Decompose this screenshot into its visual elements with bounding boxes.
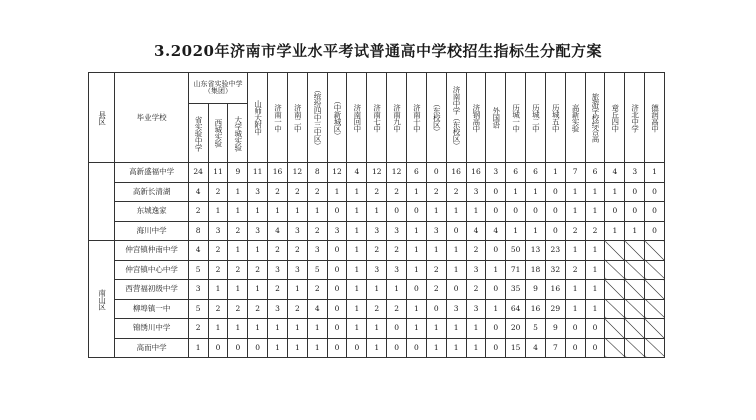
value-cell: 1 [585,299,605,319]
value-cell: 0 [347,338,367,358]
group-header: 山东省实验中学（集团） [188,73,248,104]
value-cell: 1 [208,280,228,300]
value-cell: 0 [645,182,665,202]
value-cell: 3 [367,221,387,241]
value-cell: 12 [367,163,387,183]
value-cell: 1 [248,241,268,261]
value-cell: 2 [387,299,407,319]
column-header: 济南七中 [367,73,387,163]
empty-hatched-cell [645,280,665,300]
value-cell: 0 [486,182,506,202]
region-cell [89,163,115,241]
value-cell: 1 [228,202,248,222]
column-header: 济北中学 [625,73,645,163]
value-cell: 4 [188,182,208,202]
school-name-cell: 海川中学 [115,221,188,241]
school-header: 毕业学校 [115,73,188,163]
value-cell: 1 [287,202,307,222]
value-cell: 1 [268,319,288,339]
value-cell: 1 [208,319,228,339]
value-cell: 3 [426,221,446,241]
value-cell: 16 [466,163,486,183]
value-cell: 5 [188,299,208,319]
column-header: （中新城区） [327,73,347,163]
value-cell: 1 [347,260,367,280]
value-cell: 1 [585,241,605,261]
value-cell: 2 [287,299,307,319]
column-header: 历城二中 [526,73,546,163]
value-cell: 0 [486,338,506,358]
value-cell: 11 [248,163,268,183]
value-cell: 0 [545,202,565,222]
value-cell: 0 [645,221,665,241]
value-cell: 0 [605,202,625,222]
value-cell: 4 [188,241,208,261]
value-cell: 1 [446,319,466,339]
value-cell: 0 [486,319,506,339]
value-cell: 2 [287,241,307,261]
value-cell: 1 [188,338,208,358]
value-cell: 6 [526,163,546,183]
region-cell: 南山区 [89,241,115,358]
value-cell: 1 [307,319,327,339]
value-cell: 0 [585,338,605,358]
value-cell: 2 [466,241,486,261]
value-cell: 1 [268,338,288,358]
column-header: 济南九中 [387,73,407,163]
value-cell: 1 [506,221,526,241]
table-row [89,260,665,280]
document-title: 3.2020年济南市学业水平考试普通高中学校招生指标生分配方案 [154,42,602,60]
value-cell: 1 [506,182,526,202]
value-cell: 50 [506,241,526,261]
value-cell: 3 [188,280,208,300]
table-row [89,319,665,339]
value-cell: 1 [426,338,446,358]
value-cell: 2 [585,221,605,241]
table-row [89,163,665,183]
value-cell: 1 [446,202,466,222]
value-cell: 16 [446,163,466,183]
value-cell: 2 [307,280,327,300]
value-cell: 2 [208,260,228,280]
value-cell: 3 [486,163,506,183]
value-cell: 0 [426,163,446,183]
value-cell: 8 [188,221,208,241]
value-cell: 4 [307,299,327,319]
empty-hatched-cell [645,241,665,261]
value-cell: 9 [526,280,546,300]
value-cell: 0 [446,221,466,241]
value-cell: 18 [526,260,546,280]
value-cell: 1 [426,202,446,222]
value-cell: 2 [208,182,228,202]
value-cell: 0 [248,338,268,358]
value-cell: 1 [228,319,248,339]
value-cell: 2 [208,241,228,261]
group-subheader: 大学城实验 [228,104,248,163]
value-cell: 0 [585,319,605,339]
column-header: 济南中学（东校区） [446,73,466,163]
value-cell: 2 [387,241,407,261]
value-cell: 1 [426,241,446,261]
value-cell: 35 [506,280,526,300]
value-cell: 3 [387,260,407,280]
value-cell: 1 [565,299,585,319]
group-subheader: 省实验中学 [188,104,208,163]
value-cell: 11 [208,163,228,183]
empty-hatched-cell [625,260,645,280]
value-cell: 3 [248,182,268,202]
value-cell: 29 [545,299,565,319]
empty-hatched-cell [605,299,625,319]
value-cell: 1 [387,280,407,300]
column-header: 章丘四中 [605,73,625,163]
value-cell: 3 [307,241,327,261]
value-cell: 1 [446,260,466,280]
value-cell: 1 [585,202,605,222]
value-cell: 0 [407,202,427,222]
value-cell: 3 [387,221,407,241]
empty-hatched-cell [625,319,645,339]
value-cell: 1 [367,319,387,339]
value-cell: 4 [466,221,486,241]
value-cell: 2 [268,280,288,300]
value-cell: 1 [446,338,466,358]
value-cell: 0 [327,280,347,300]
value-cell: 7 [565,163,585,183]
value-cell: 3 [287,260,307,280]
value-cell: 0 [446,280,466,300]
value-cell: 3 [268,299,288,319]
value-cell: 0 [327,319,347,339]
value-cell: 2 [228,260,248,280]
value-cell: 1 [367,202,387,222]
value-cell: 16 [268,163,288,183]
empty-hatched-cell [605,280,625,300]
column-header: 济南二中 [287,73,307,163]
value-cell: 2 [367,299,387,319]
value-cell: 2 [367,241,387,261]
table-row [89,182,665,202]
value-cell: 0 [506,202,526,222]
value-cell: 1 [407,260,427,280]
value-cell: 0 [228,338,248,358]
column-header: 旅游学校综合高 [585,73,605,163]
value-cell: 2 [268,182,288,202]
value-cell: 3 [367,260,387,280]
value-cell: 6 [506,163,526,183]
value-cell: 2 [426,182,446,202]
empty-hatched-cell [625,338,645,358]
value-cell: 2 [287,182,307,202]
school-name-cell: 锦绣川中学 [115,319,188,339]
value-cell: 1 [605,221,625,241]
value-cell: 0 [387,338,407,358]
value-cell: 1 [446,241,466,261]
column-header: 济南十中 [407,73,427,163]
value-cell: 1 [407,241,427,261]
value-cell: 1 [565,202,585,222]
value-cell: 5 [526,319,546,339]
value-cell: 12 [387,163,407,183]
school-name-cell: 高而中学 [115,338,188,358]
value-cell: 3 [208,221,228,241]
header-row [89,73,665,104]
value-cell: 1 [228,280,248,300]
value-cell: 9 [545,319,565,339]
value-cell: 1 [486,260,506,280]
value-cell: 0 [645,202,665,222]
value-cell: 1 [327,182,347,202]
value-cell: 0 [486,241,506,261]
value-cell: 2 [228,299,248,319]
quota-allocation-table [88,72,665,358]
value-cell: 0 [407,280,427,300]
empty-hatched-cell [625,299,645,319]
value-cell: 2 [446,182,466,202]
value-cell: 1 [585,260,605,280]
empty-hatched-cell [605,260,625,280]
value-cell: 3 [466,182,486,202]
value-cell: 0 [327,338,347,358]
table-row [89,338,665,358]
school-name-cell: 仲宫镇仲南中学 [115,241,188,261]
empty-hatched-cell [645,260,665,280]
value-cell: 0 [625,182,645,202]
column-header: 高新实验 [565,73,585,163]
value-cell: 1 [248,319,268,339]
value-cell: 4 [486,221,506,241]
value-cell: 0 [327,299,347,319]
value-cell: 1 [565,280,585,300]
value-cell: 2 [188,202,208,222]
value-cell: 0 [426,299,446,319]
value-cell: 1 [347,202,367,222]
value-cell: 1 [347,221,367,241]
empty-hatched-cell [605,241,625,261]
value-cell: 0 [387,202,407,222]
value-cell: 5 [307,260,327,280]
value-cell: 3 [248,221,268,241]
value-cell: 2 [387,182,407,202]
region-header: 县区 [89,73,115,163]
value-cell: 4 [268,221,288,241]
value-cell: 0 [565,338,585,358]
value-cell: 6 [585,163,605,183]
value-cell: 0 [565,319,585,339]
value-cell: 0 [327,202,347,222]
table-row [89,202,665,222]
value-cell: 1 [545,163,565,183]
value-cell: 1 [486,299,506,319]
value-cell: 2 [367,182,387,202]
value-cell: 3 [268,260,288,280]
school-name-cell: 柳埠镇一中 [115,299,188,319]
value-cell: 1 [585,182,605,202]
value-cell: 0 [625,202,645,222]
value-cell: 1 [526,182,546,202]
value-cell: 4 [526,338,546,358]
school-name-cell: 西营福初级中学 [115,280,188,300]
value-cell: 4 [605,163,625,183]
school-name-cell: 高新长清湖 [115,182,188,202]
value-cell: 1 [466,319,486,339]
value-cell: 1 [645,163,665,183]
value-cell: 3 [466,299,486,319]
value-cell: 1 [426,319,446,339]
value-cell: 0 [387,319,407,339]
table-row [89,241,665,261]
column-header: 济南一中 [268,73,288,163]
value-cell: 1 [347,182,367,202]
empty-hatched-cell [605,338,625,358]
value-cell: 1 [466,202,486,222]
value-cell: 1 [248,202,268,222]
value-cell: 23 [545,241,565,261]
column-header: （缤纷四中三中区） [307,73,327,163]
value-cell: 3 [287,221,307,241]
column-header: （东校区） [426,73,446,163]
table-row [89,299,665,319]
value-cell: 4 [347,163,367,183]
value-cell: 2 [426,280,446,300]
value-cell: 2 [248,299,268,319]
value-cell: 1 [407,319,427,339]
value-cell: 32 [545,260,565,280]
value-cell: 12 [287,163,307,183]
value-cell: 0 [327,260,347,280]
value-cell: 2 [208,299,228,319]
value-cell: 1 [466,338,486,358]
value-cell: 2 [565,221,585,241]
value-cell: 7 [545,338,565,358]
value-cell: 1 [268,202,288,222]
value-cell: 1 [347,299,367,319]
column-header: 历城五中 [545,73,565,163]
value-cell: 1 [367,280,387,300]
value-cell: 0 [486,280,506,300]
value-cell: 1 [565,182,585,202]
value-cell: 0 [327,241,347,261]
column-header: 历城一中 [506,73,526,163]
value-cell: 1 [228,241,248,261]
value-cell: 3 [466,260,486,280]
group-subheader: 西城实验 [208,104,228,163]
value-cell: 0 [208,338,228,358]
value-cell: 2 [565,260,585,280]
value-cell: 8 [307,163,327,183]
school-name-cell: 东城逸家 [115,202,188,222]
value-cell: 1 [585,280,605,300]
value-cell: 12 [327,163,347,183]
empty-hatched-cell [605,319,625,339]
value-cell: 16 [526,299,546,319]
value-cell: 0 [545,221,565,241]
value-cell: 1 [208,202,228,222]
column-header: 山师大附中 [248,73,268,163]
empty-hatched-cell [645,319,665,339]
value-cell: 1 [248,280,268,300]
value-cell: 1 [307,202,327,222]
empty-hatched-cell [625,241,645,261]
value-cell: 24 [188,163,208,183]
value-cell: 1 [407,221,427,241]
value-cell: 1 [565,241,585,261]
table-row [89,221,665,241]
value-cell: 3 [446,299,466,319]
value-cell: 1 [347,319,367,339]
value-cell: 1 [605,182,625,202]
value-cell: 2 [466,280,486,300]
value-cell: 2 [248,260,268,280]
column-header: 德润高中 [645,73,665,163]
value-cell: 2 [307,182,327,202]
value-cell: 13 [526,241,546,261]
column-header: 外国语 [486,73,506,163]
value-cell: 2 [426,260,446,280]
value-cell: 1 [287,338,307,358]
value-cell: 1 [625,221,645,241]
value-cell: 1 [407,299,427,319]
value-cell: 9 [228,163,248,183]
empty-hatched-cell [645,299,665,319]
school-name-cell: 仲宫镇中心中学 [115,260,188,280]
column-header: 济南回中 [347,73,367,163]
value-cell: 71 [506,260,526,280]
value-cell: 3 [327,221,347,241]
value-cell: 15 [506,338,526,358]
value-cell: 2 [268,241,288,261]
value-cell: 0 [545,182,565,202]
value-cell: 3 [625,163,645,183]
value-cell: 1 [228,182,248,202]
value-cell: 1 [307,338,327,358]
value-cell: 0 [526,202,546,222]
value-cell: 64 [506,299,526,319]
value-cell: 2 [307,221,327,241]
value-cell: 5 [188,260,208,280]
value-cell: 6 [407,163,427,183]
value-cell: 1 [407,182,427,202]
value-cell: 1 [347,241,367,261]
value-cell: 0 [486,202,506,222]
value-cell: 2 [188,319,208,339]
column-header: 济钢高中 [466,73,486,163]
value-cell: 1 [526,221,546,241]
value-cell: 2 [228,221,248,241]
value-cell: 20 [506,319,526,339]
table-row [89,280,665,300]
school-name-cell: 高新盛福中学 [115,163,188,183]
value-cell: 16 [545,280,565,300]
empty-hatched-cell [625,280,645,300]
value-cell: 1 [287,280,307,300]
value-cell: 1 [367,338,387,358]
value-cell: 1 [287,319,307,339]
value-cell: 0 [407,338,427,358]
empty-hatched-cell [645,338,665,358]
value-cell: 1 [347,280,367,300]
